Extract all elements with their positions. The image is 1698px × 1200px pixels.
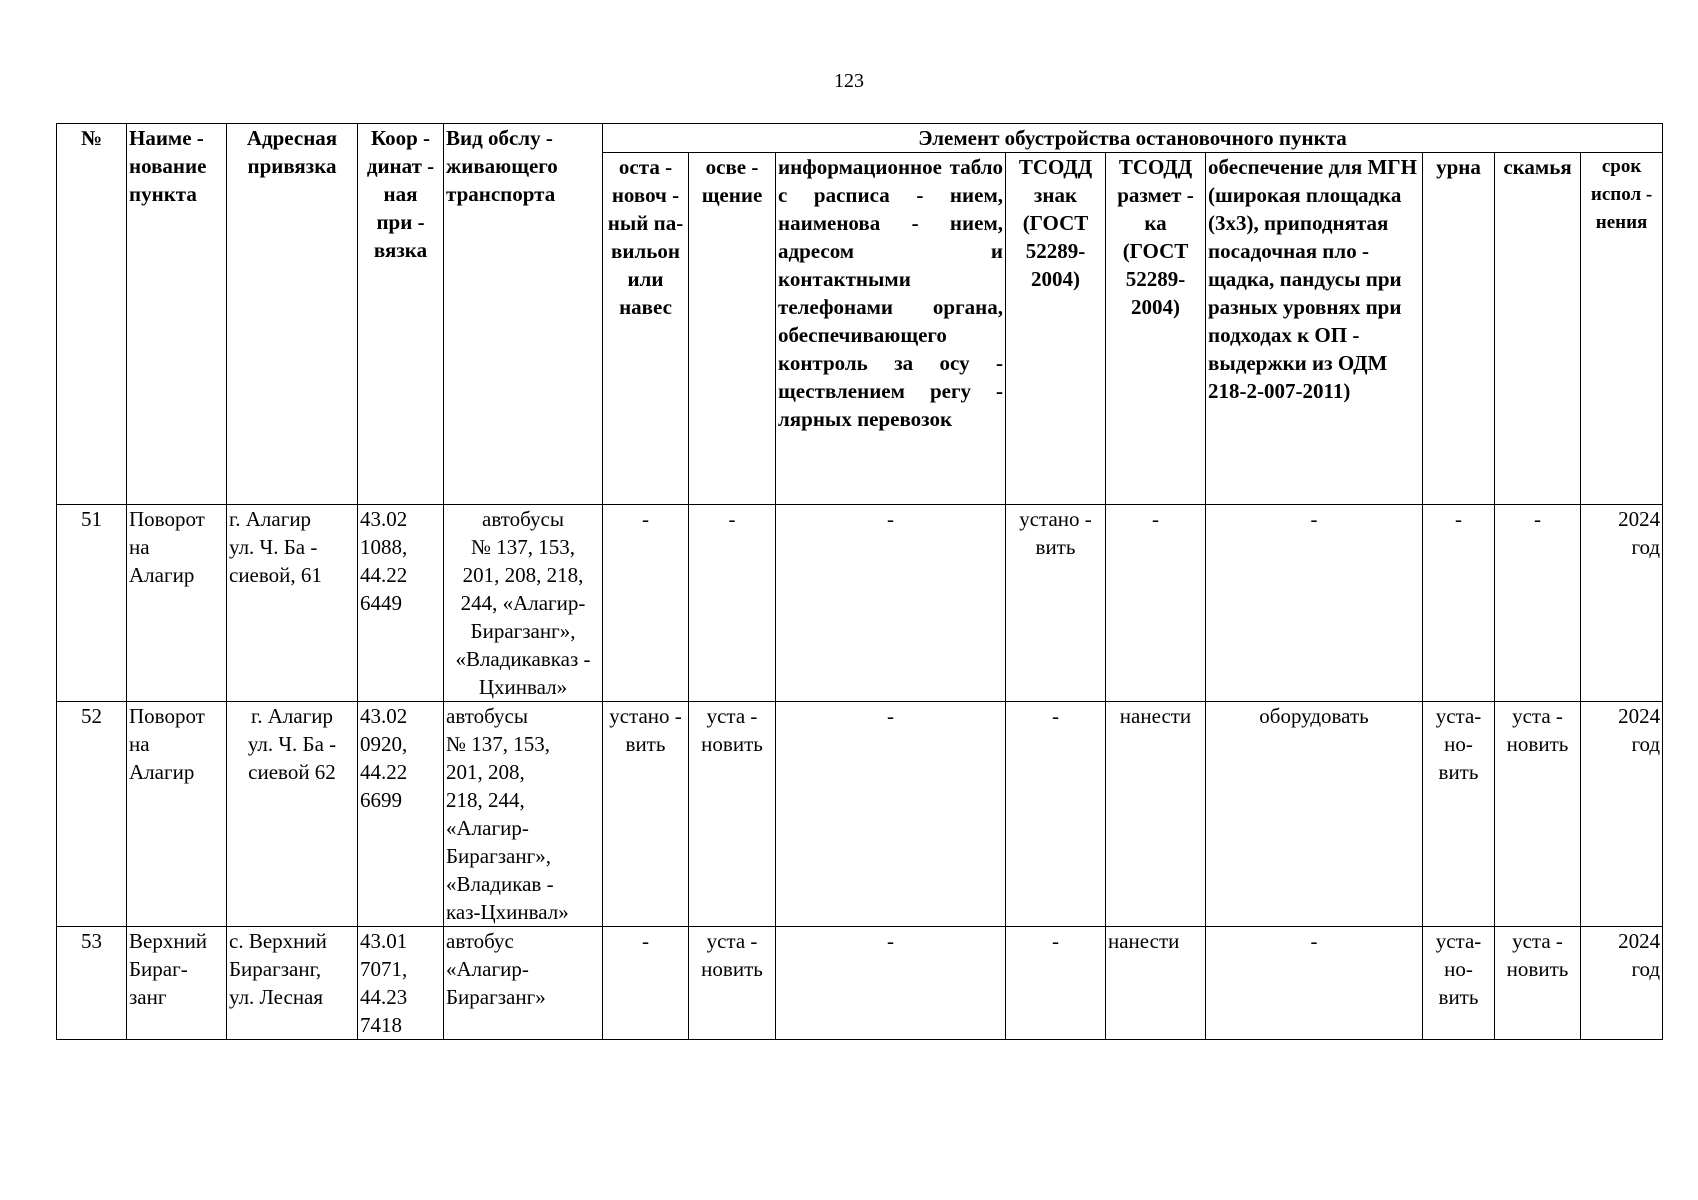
cell-coords: 43.02 1088, 44.22 6449 <box>358 505 444 702</box>
cell-urn: уста- но- вить <box>1423 702 1495 927</box>
cell-transport: автобусы № 137, 153, 201, 208, 218, 244, «Алагир- Бирагзанг», «Владикав - каз-Цхинвал» <box>444 702 603 927</box>
header-num: № <box>57 124 127 505</box>
cell-info-board: - <box>776 702 1006 927</box>
cell-bench: уста - новить <box>1495 702 1581 927</box>
cell-term: 2024 год <box>1581 702 1663 927</box>
table-row <box>57 702 1663 927</box>
header-transport: Вид обслу - живающего транспорта <box>444 124 603 505</box>
cell-mgn: - <box>1206 505 1423 702</box>
cell-marking: нанести <box>1106 927 1206 1040</box>
cell-address: с. Верхний Бирагзанг, ул. Лесная <box>227 927 358 1040</box>
header-bench: скамья <box>1495 153 1581 505</box>
table-row <box>57 505 1663 702</box>
cell-lighting: - <box>689 505 776 702</box>
bus-stops-table <box>56 123 1663 1040</box>
header-lighting: осве - щение <box>689 153 776 505</box>
cell-num: 52 <box>57 702 127 927</box>
page-number: 123 <box>834 70 864 92</box>
header-address: Адресная привязка <box>227 124 358 505</box>
cell-name: Верхний Бираг- занг <box>127 927 227 1040</box>
header-info-board: информационное табло с расписа - нием, наименова - нием, адресом и контактными телефонами органа, обеспечивающего контроль за осу - ществлением регу - лярных перевозок <box>776 153 1006 505</box>
cell-coords: 43.01 7071, 44.23 7418 <box>358 927 444 1040</box>
cell-info-board: - <box>776 927 1006 1040</box>
cell-pavilion: - <box>603 927 689 1040</box>
table-row <box>57 927 1663 1040</box>
cell-bench: - <box>1495 505 1581 702</box>
cell-term: 2024 год <box>1581 505 1663 702</box>
cell-marking: нанести <box>1106 702 1206 927</box>
header-sign: ТСОДД знак (ГОСТ 52289- 2004) <box>1006 153 1106 505</box>
cell-marking: - <box>1106 505 1206 702</box>
cell-lighting: уста - новить <box>689 702 776 927</box>
header-marking: ТСОДД размет - ка (ГОСТ 52289- 2004) <box>1106 153 1206 505</box>
cell-transport: автобусы № 137, 153, 201, 208, 218, 244, «Алагир- Бирагзанг», «Владикавказ - Цхинвал» <box>444 505 603 702</box>
cell-sign: - <box>1006 927 1106 1040</box>
header-urn: урна <box>1423 153 1495 505</box>
header-name: Наиме - нование пункта <box>127 124 227 505</box>
cell-lighting: уста - новить <box>689 927 776 1040</box>
cell-coords: 43.02 0920, 44.22 6699 <box>358 702 444 927</box>
header-term: срок испол - нения <box>1581 153 1663 505</box>
cell-mgn: - <box>1206 927 1423 1040</box>
cell-sign: устано - вить <box>1006 505 1106 702</box>
cell-num: 53 <box>57 927 127 1040</box>
cell-address: г. Алагир ул. Ч. Ба - сиевой 62 <box>227 702 358 927</box>
cell-bench: уста - новить <box>1495 927 1581 1040</box>
cell-term: 2024 год <box>1581 927 1663 1040</box>
cell-sign: - <box>1006 702 1106 927</box>
cell-name: Поворот на Алагир <box>127 505 227 702</box>
cell-pavilion: устано - вить <box>603 702 689 927</box>
header-group-elements: Элемент обустройства остановочного пункта <box>603 124 1663 153</box>
cell-transport: автобус «Алагир- Бирагзанг» <box>444 927 603 1040</box>
header-pavilion: оста - новоч - ный па- вильон или навес <box>603 153 689 505</box>
header-row-1 <box>57 124 1663 153</box>
cell-num: 51 <box>57 505 127 702</box>
header-coords: Коор - динат - ная при - вязка <box>358 124 444 505</box>
cell-mgn: оборудовать <box>1206 702 1423 927</box>
cell-urn: - <box>1423 505 1495 702</box>
cell-pavilion: - <box>603 505 689 702</box>
cell-urn: уста- но- вить <box>1423 927 1495 1040</box>
header-mgn: обеспечение для МГН (широкая площадка (3х3), приподнятая посадочная пло - щадка, пандусы при разных уровнях при подходах к ОП - выдержки из ОДМ 218-2-007-2011) <box>1206 153 1423 505</box>
cell-info-board: - <box>776 505 1006 702</box>
cell-name: Поворот на Алагир <box>127 702 227 927</box>
cell-address: г. Алагир ул. Ч. Ба - сиевой, 61 <box>227 505 358 702</box>
